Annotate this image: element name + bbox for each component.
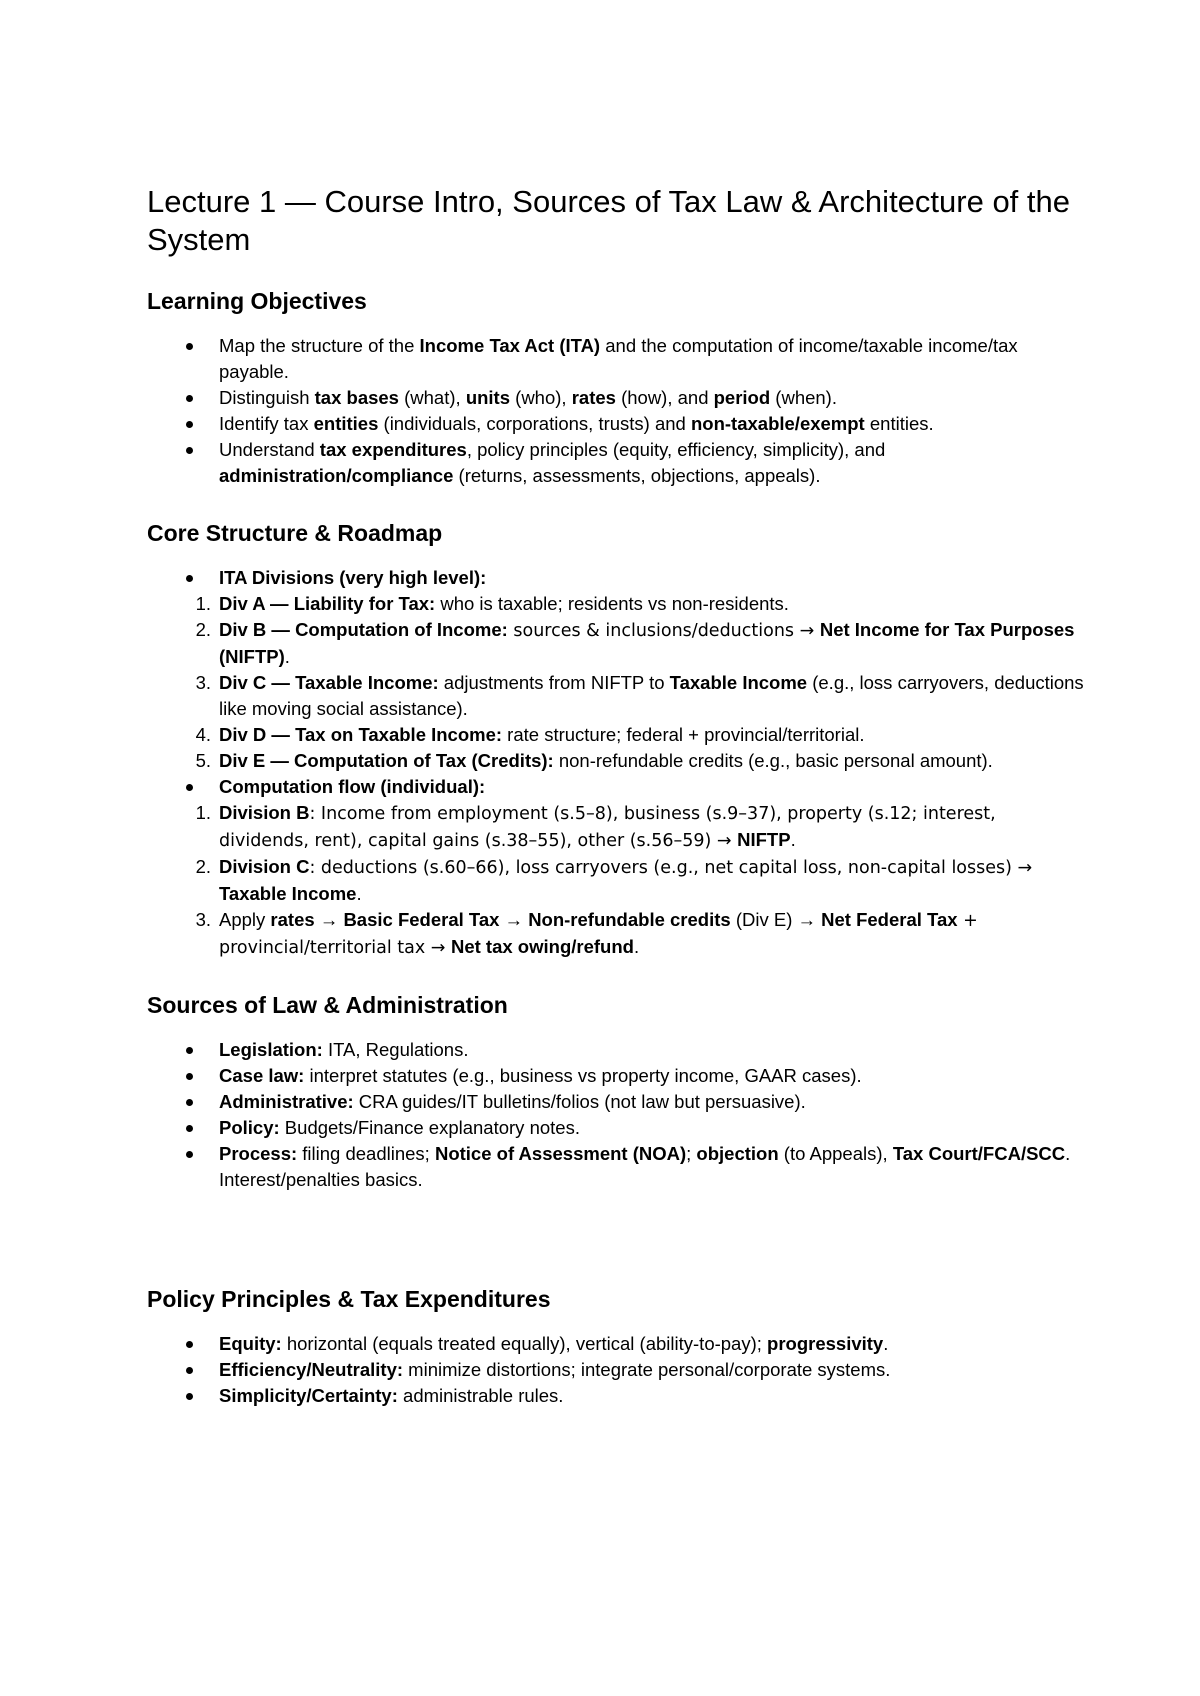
bullet-item <box>147 437 1087 489</box>
text-run: interpret statutes (e.g., business vs property income, GAAR cases). <box>304 1065 862 1086</box>
bold-text: Legislation: <box>219 1039 323 1060</box>
bold-text: Simplicity/Certainty: <box>219 1385 398 1406</box>
text-run: (how), and <box>615 387 714 408</box>
numbered-item <box>195 907 1087 961</box>
bold-text: Division C <box>219 856 310 877</box>
bullet-item <box>147 1331 1087 1357</box>
bold-text: Income Tax Act (ITA) <box>419 335 601 356</box>
numbered-item <box>195 591 1087 617</box>
text-run: . Interest/penalties basics. <box>219 1143 1071 1190</box>
text-run: . <box>790 829 796 850</box>
bold-text: objection <box>696 1143 779 1164</box>
text-run: rate structure; federal + provincial/territorial. <box>502 724 865 745</box>
item-number: 1. <box>195 593 211 614</box>
bold-text: NIFTP <box>737 829 791 850</box>
text-run: : Income from employment (s.5–8), business (s.9–37), property (s.12; interest, dividends, rent), capital gains (s.38–55), other (s.56–59) → <box>219 804 996 851</box>
text-run: adjustments from NIFTP to <box>438 672 670 693</box>
text-run: horizontal (equals treated equally), vertical (ability-to-pay); <box>281 1333 768 1354</box>
text-run: : deductions (s.60–66), loss carryovers (e.g., net capital loss, non-capital losses) → <box>309 858 1033 878</box>
text-run: entities. <box>864 413 934 434</box>
bold-text: Policy: <box>219 1117 280 1138</box>
policy-list <box>147 1331 1087 1409</box>
bold-text: Net Federal Tax <box>821 909 958 930</box>
item-number: 5. <box>195 750 211 771</box>
sources-heading: Sources of Law & Administration <box>147 992 508 1018</box>
item-number: 4. <box>195 724 211 745</box>
text-run: , policy principles (equity, efficiency, simplicity), and <box>466 439 886 460</box>
bold-text: Non-refundable credits <box>528 909 731 930</box>
core-structure-section <box>147 519 1087 961</box>
bold-text: entities <box>313 413 379 434</box>
numbered-item <box>195 670 1087 722</box>
text-run: Distinguish <box>219 387 315 408</box>
text-run: filing deadlines; <box>297 1143 435 1164</box>
numbered-item <box>195 748 1087 774</box>
bullet-item <box>147 1357 1087 1383</box>
bold-text: units <box>465 387 511 408</box>
bold-text: progressivity <box>767 1333 884 1354</box>
bold-text: rates <box>270 909 315 930</box>
text-run: and the computation of income/taxable income/tax payable. <box>219 335 1018 382</box>
text-run: (individuals, corporations, trusts) and <box>378 413 691 434</box>
text-run: who is taxable; residents vs non-residents. <box>435 593 789 614</box>
bold-text: administration/compliance <box>219 465 454 486</box>
bullet-item <box>147 333 1087 385</box>
bullet-item <box>147 774 1087 961</box>
bold-text: Div E — Computation of Tax (Credits): <box>219 750 554 771</box>
text-run: . <box>356 883 362 904</box>
sources-list <box>147 1037 1087 1193</box>
bullet-item <box>147 565 1087 774</box>
bold-text: Net tax owing/refund <box>450 936 634 957</box>
numbered-item <box>195 722 1087 748</box>
numbered-item <box>195 617 1087 670</box>
bullet-item <box>147 1063 1087 1089</box>
text-run: . <box>284 646 290 667</box>
numbered-list <box>195 591 1087 774</box>
text-run: → <box>314 909 344 930</box>
bold-text: Computation flow (individual): <box>219 776 486 797</box>
bullet-item <box>147 1037 1087 1063</box>
text-run: (returns, assessments, objections, appeals). <box>453 465 821 486</box>
text-run: non-refundable credits (e.g., basic personal amount). <box>553 750 993 771</box>
bold-text: period <box>713 387 771 408</box>
spacer <box>147 1223 1087 1285</box>
bullet-item <box>147 1115 1087 1141</box>
text-run: sources & inclusions/deductions → <box>507 621 820 641</box>
bold-text: tax bases <box>314 387 399 408</box>
bold-text: Taxable Income <box>669 672 808 693</box>
bold-text: Efficiency/Neutrality: <box>219 1359 404 1380</box>
numbered-item <box>195 800 1087 854</box>
learning-objectives-list <box>147 333 1087 489</box>
bullet-item <box>147 1141 1087 1193</box>
learning-objectives-section <box>147 287 1087 489</box>
item-number: 3. <box>195 909 211 930</box>
bold-text: Equity: <box>219 1333 282 1354</box>
bullet-item <box>147 385 1087 411</box>
bold-text: non-taxable/exempt <box>690 413 865 434</box>
bold-text: Notice of Assessment (NOA) <box>434 1143 687 1164</box>
bold-text: Division B <box>219 802 310 823</box>
item-number: 2. <box>195 856 211 877</box>
text-run: (Div E) → <box>730 909 822 930</box>
bold-text: Net Income for Tax Purposes (NIFTP) <box>219 619 1075 667</box>
text-run: Identify tax <box>219 413 314 434</box>
text-run: (to Appeals), <box>778 1143 893 1164</box>
bold-text: Div A — Liability for Tax: <box>219 593 436 614</box>
policy-section <box>147 1285 1087 1409</box>
text-run: Understand <box>219 439 320 460</box>
text-run: administrable rules. <box>397 1385 564 1406</box>
text-run: (what), <box>398 387 466 408</box>
bullet-item <box>147 1383 1087 1409</box>
text-run: ITA, Regulations. <box>322 1039 469 1060</box>
bold-text: Case law: <box>219 1065 305 1086</box>
sources-section <box>147 991 1087 1193</box>
bullet-item <box>147 411 1087 437</box>
text-run: (e.g., loss carryovers, deductions like moving social assistance). <box>219 672 1084 719</box>
text-run: CRA guides/IT bulletins/folios (not law but persuasive). <box>353 1091 806 1112</box>
text-run: minimize distortions; integrate personal/corporate systems. <box>403 1359 891 1380</box>
bold-text: Basic Federal Tax <box>343 909 500 930</box>
bold-text: Div B — Computation of Income: <box>219 619 508 640</box>
text-run: + provincial/territorial tax → <box>219 911 978 958</box>
text-run: → <box>499 909 529 930</box>
text-run: (who), <box>510 387 572 408</box>
bullet-item <box>147 1089 1087 1115</box>
bold-text: Taxable Income <box>219 883 357 904</box>
bold-text: tax expenditures <box>319 439 467 460</box>
document-page <box>147 183 1087 1439</box>
text-run: . <box>883 1333 889 1354</box>
numbered-list <box>195 800 1087 961</box>
item-number: 3. <box>195 672 211 693</box>
bold-text: ITA Divisions (very high level): <box>219 567 487 588</box>
text-run: (when). <box>770 387 837 408</box>
text-run: . <box>633 936 640 957</box>
item-number: 2. <box>195 619 211 640</box>
text-run: Budgets/Finance explanatory notes. <box>279 1117 580 1138</box>
bold-text: Process: <box>219 1143 298 1164</box>
text-run: Apply <box>219 909 271 930</box>
text-run: ; <box>686 1143 697 1164</box>
bold-text: Div C — Taxable Income: <box>219 672 439 693</box>
bold-text: rates <box>571 387 616 408</box>
bold-text: Div D — Tax on Taxable Income: <box>219 724 503 745</box>
bold-text: Tax Court/FCA/SCC <box>892 1143 1066 1164</box>
page-title: Lecture 1 — Course Intro, Sources of Tax Law & Architecture of the System <box>147 184 1071 257</box>
learning-objectives-heading: Learning Objectives <box>147 288 367 314</box>
item-number: 1. <box>195 802 211 823</box>
core-structure-heading: Core Structure & Roadmap <box>147 520 443 546</box>
core-structure-list <box>147 565 1087 961</box>
text-run: Map the structure of the <box>219 335 420 356</box>
policy-heading: Policy Principles & Tax Expenditures <box>147 1286 551 1312</box>
numbered-item <box>195 854 1087 907</box>
bold-text: Administrative: <box>219 1091 354 1112</box>
